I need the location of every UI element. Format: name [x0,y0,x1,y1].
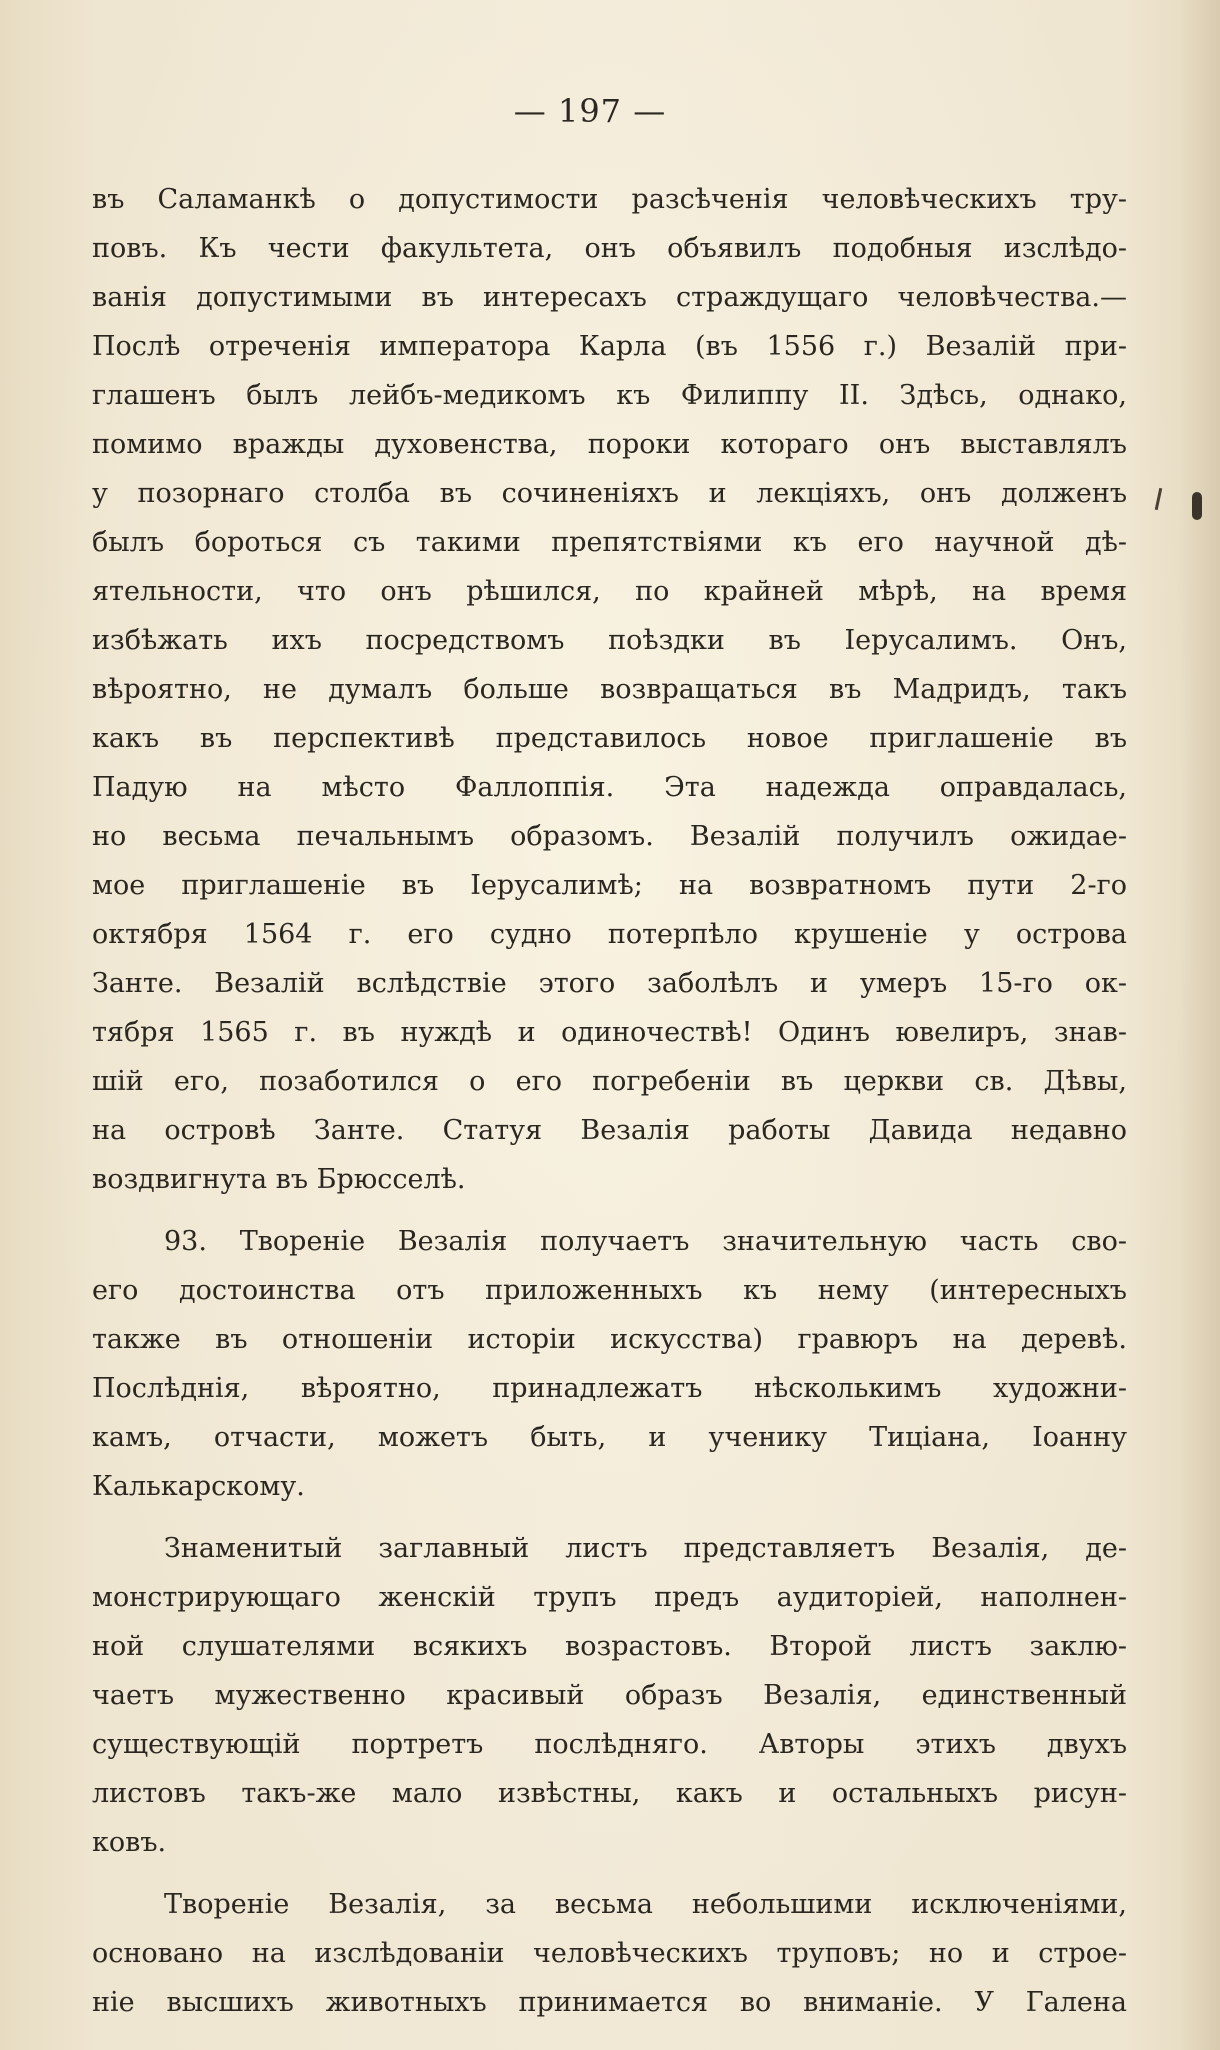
text-line: ніе высшихъ животныхъ принимается во вниманіе. У Галена [92,1987,1127,2018]
text-line: шій его, позаботился о его погребеніи въ церкви св. Дѣвы, [92,1066,1127,1097]
paragraph-gap [92,1511,1127,1524]
text-line: его достоинства отъ приложенныхъ къ нему (интересныхъ [92,1275,1127,1306]
page-number: — 197 — [513,92,667,130]
text-line: ятельности, что онъ рѣшился, по крайней мѣрѣ, на время [92,576,1127,607]
text-line: существующій портретъ послѣдняго. Авторы этихъ двухъ [92,1729,1127,1760]
text-line: чаетъ мужественно красивый образъ Везалія, единственный [92,1680,1127,1711]
text-line: повъ. Къ чести факультета, онъ объявилъ подобныя изслѣдо- [92,233,1127,264]
text-line: у позорнаго столба въ сочиненіяхъ и лекціяхъ, онъ долженъ [92,478,1127,509]
margin-mark-tick [1155,488,1163,510]
text-line: Падую на мѣсто Фаллоппія. Эта надежда оправдалась, [92,772,1127,803]
text-line: листовъ такъ-же мало извѣстны, какъ и остальныхъ рисун- [92,1778,1127,1809]
text-line: ванія допустимыми въ интересахъ страждущаго человѣчества.— [92,282,1127,313]
text-line: Послѣднія, вѣроятно, принадлежатъ нѣсколькимъ художни- [92,1373,1127,1404]
text-line: октября 1564 г. его судно потерпѣло крушеніе у острова [92,919,1127,950]
text-line: въ Саламанкѣ о допустимости разсѣченія человѣческихъ тру- [92,184,1127,215]
paragraph-gap [92,1867,1127,1880]
text-line: вѣроятно, не думалъ больше возвращаться въ Мадридъ, такъ [92,674,1127,705]
text-line: также въ отношеніи исторіи искусства) гравюръ на деревѣ. [92,1324,1127,1355]
page-edge-shadow [1180,0,1220,2050]
text-line: но весьма печальнымъ образомъ. Везалій получилъ ожидае- [92,821,1127,852]
text-line: ковъ. [92,1827,167,1858]
text-line: ной слушателями всякихъ возрастовъ. Второй листъ заклю- [92,1631,1127,1662]
text-line: 93. Твореніе Везалія получаетъ значительную часть сво- [164,1226,1127,1257]
body-text [92,175,1127,2027]
text-line: помимо вражды духовенства, пороки котораго онъ выставлялъ [92,429,1127,460]
text-line: основано на изслѣдованіи человѣческихъ труповъ; но и строе- [92,1938,1127,1969]
text-line: мое приглашеніе въ Іерусалимѣ; на возвратномъ пути 2-го [92,870,1127,901]
text-line: Калькарскому. [92,1471,305,1502]
text-line: Занте. Везалій вслѣдствіе этого заболѣлъ и умеръ 15-го ок- [92,968,1127,999]
text-line: Твореніе Везалія, за весьма небольшими исключеніями, [164,1889,1127,1920]
text-line: воздвигнута въ Брюсселѣ. [92,1164,466,1195]
text-line: на островѣ Занте. Статуя Везалія работы Давида недавно [92,1115,1127,1146]
text-line: избѣжать ихъ посредствомъ поѣздки въ Іерусалимъ. Онъ, [92,625,1127,656]
margin-mark-dot [1192,492,1202,520]
text-line: глашенъ былъ лейбъ-медикомъ къ Филиппу II. Здѣсь, однако, [92,380,1127,411]
text-line: тября 1565 г. въ нуждѣ и одиночествѣ! Одинъ ювелиръ, знав- [92,1017,1127,1048]
text-line: былъ бороться съ такими препятствіями къ его научной дѣ- [92,527,1127,558]
text-line: камъ, отчасти, можетъ быть, и ученику Тиціана, Іоанну [92,1422,1127,1453]
paragraph-gap [92,1204,1127,1217]
text-line: Послѣ отреченія императора Карла (въ 1556 г.) Везалій при- [92,331,1127,362]
text-line: монстрирующаго женскій трупъ предъ аудиторіей, наполнен- [92,1582,1127,1613]
text-line: Знаменитый заглавный листъ представляетъ Везалія, де- [164,1533,1127,1564]
text-line: какъ въ перспективѣ представилось новое приглашеніе въ [92,723,1127,754]
